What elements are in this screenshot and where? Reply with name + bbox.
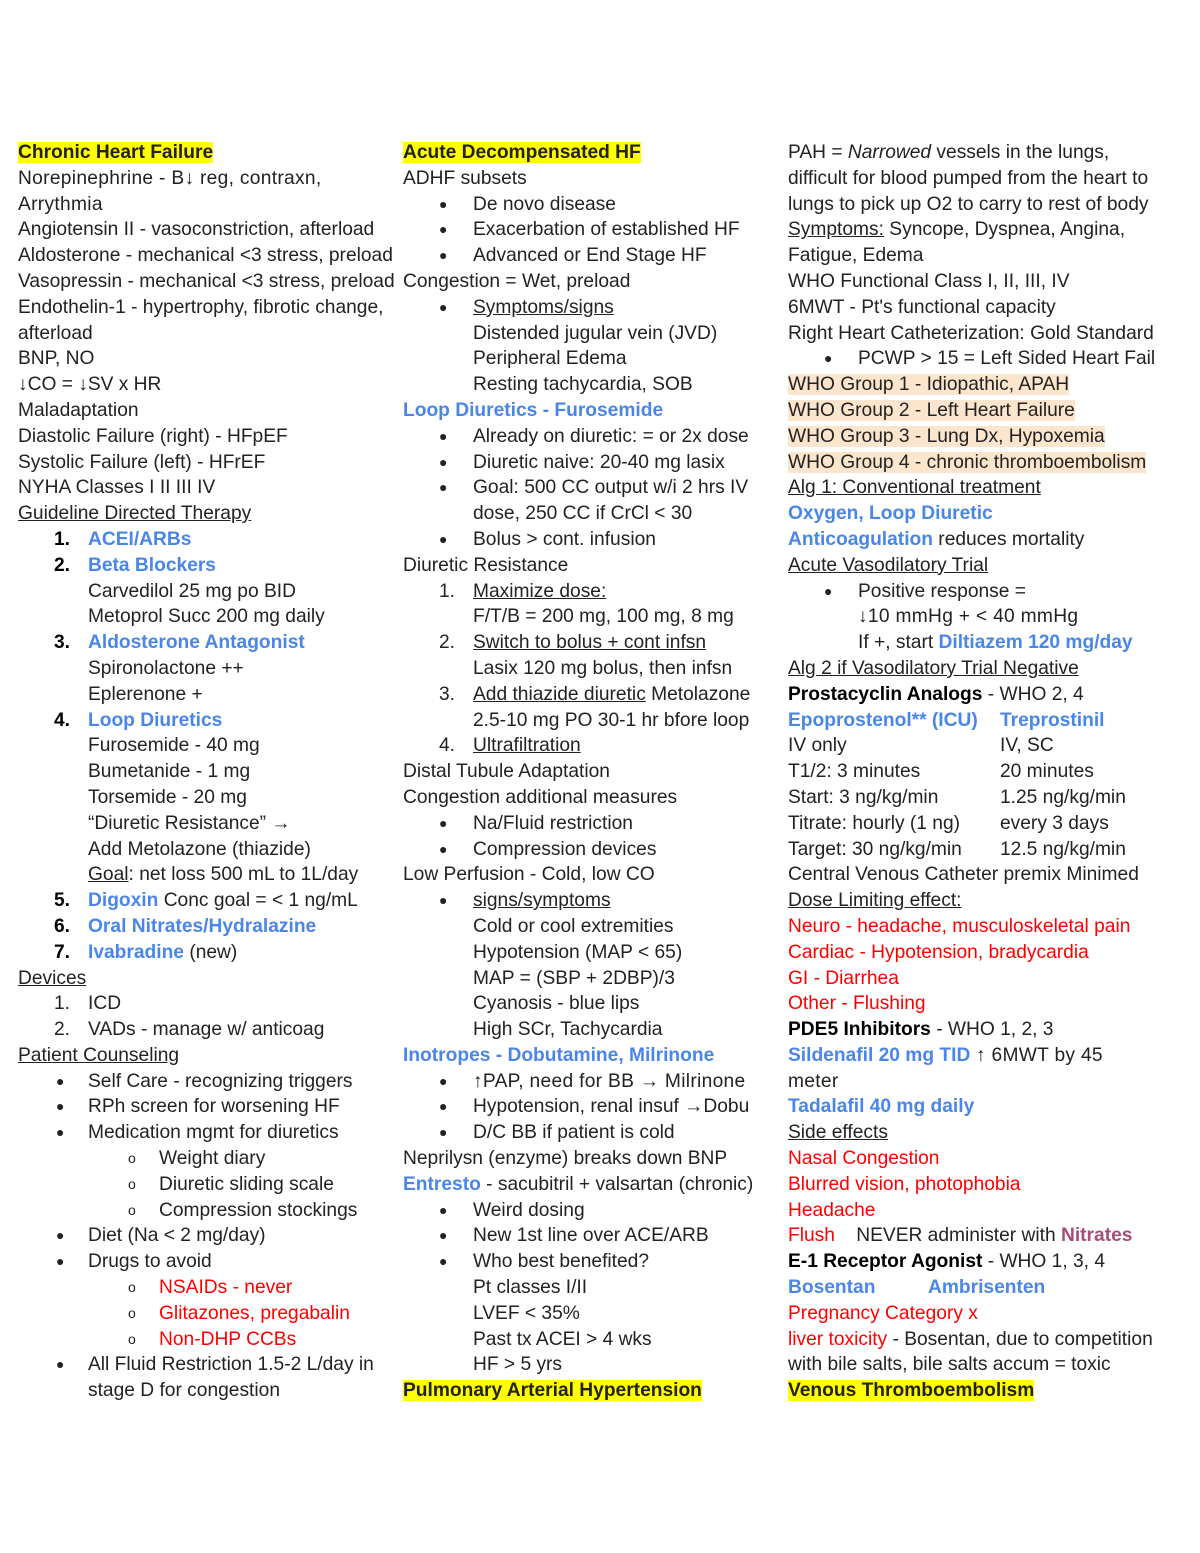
warning-text: GI - Diarrhea — [788, 967, 899, 989]
text-line: ↑ 6MWT by 45 — [970, 1044, 1103, 1066]
text-line: NEVER administer with — [834, 1225, 1061, 1247]
bullet-icon: ● — [56, 1124, 65, 1141]
text-line: with bile salts, bile salts accum = toxic — [788, 1354, 1111, 1376]
who-group: WHO Group 1 - Idiopathic, APAH — [788, 374, 1070, 396]
list-item — [403, 243, 788, 269]
text-line: NYHA Classes I II III IV — [18, 477, 216, 499]
text-line: Advanced or End Stage HF — [473, 245, 707, 267]
list-item — [18, 553, 400, 579]
text-line: All Fluid Restriction 1.5-2 L/day in — [88, 1354, 374, 1376]
text-line: - WHO 1, 3, 4 — [982, 1251, 1106, 1273]
text-line: Weird dosing — [473, 1199, 585, 1221]
list-item — [18, 1198, 400, 1224]
bullet-icon: ● — [439, 479, 448, 496]
list-item — [403, 217, 788, 243]
warning-text: Glitazones, pregabalin — [159, 1302, 350, 1324]
text-line: HF > 5 yrs — [473, 1354, 563, 1376]
list-number: 7. — [53, 941, 70, 963]
list-item — [18, 708, 400, 734]
list-item — [403, 475, 788, 501]
text-line: RPh screen for worsening HF — [88, 1096, 340, 1118]
drug-line: Diltiazem 120 mg/day — [938, 632, 1133, 654]
bullet-icon: ● — [439, 1227, 448, 1244]
heading-alg1: Alg 1: Conventional treatment — [788, 477, 1041, 499]
text-line: New 1st line over ACE/ARB — [473, 1225, 709, 1247]
text-line: Maximize dose: — [473, 580, 607, 602]
list-number: 4. — [53, 709, 70, 731]
text-line: High SCr, Tachycardia — [473, 1019, 663, 1041]
text-line: Diuretic Resistance — [403, 554, 569, 576]
circle-bullet-icon: o — [128, 1330, 136, 1347]
text-line: Drugs to avoid — [88, 1251, 212, 1273]
heading-guideline-therapy: Guideline Directed Therapy — [18, 503, 252, 525]
text-line: ↓CO = ↓SV x HR — [18, 374, 162, 396]
list-item — [788, 579, 1188, 605]
text-line: Right Heart Catheterization: Gold Standard — [788, 322, 1154, 344]
text-line: 12.5 ng/kg/min — [1000, 838, 1126, 860]
bullet-icon: ● — [439, 427, 448, 444]
list-item — [18, 914, 400, 940]
text-line: Bumetanide - 1 mg — [88, 761, 251, 783]
text-line: Aldosterone - mechanical <3 stress, preload — [18, 245, 393, 267]
bullet-icon: ● — [56, 1253, 65, 1270]
warning-text: NSAIDs - never — [159, 1277, 293, 1299]
warning-text: Cardiac - Hypotension, bradycardia — [788, 941, 1089, 963]
text-line: If +, start — [858, 632, 939, 654]
list-item — [403, 1223, 788, 1249]
text-line: ICD — [88, 993, 122, 1015]
text-line: Titrate: hourly (1 ng) — [788, 812, 961, 834]
list-item — [403, 1069, 788, 1095]
text-line: Resting tachycardia, SOB — [473, 374, 693, 396]
warning-text: Non-DHP CCBs — [159, 1328, 297, 1350]
list-item — [18, 1094, 400, 1120]
list-number: 4. — [438, 735, 455, 757]
text-line: Who best benefited? — [473, 1251, 650, 1273]
text-line: Add thiazide diuretic — [473, 683, 646, 705]
list-item — [18, 991, 400, 1017]
text-line: Carvedilol 25 mg po BID — [88, 580, 296, 602]
text-line: Torsemide - 20 mg — [88, 786, 247, 808]
text-line: Angiotensin II - vasoconstriction, afterload — [18, 219, 375, 241]
text-line: IV, SC — [1000, 735, 1054, 757]
text-line: dose, 250 CC if CrCl < 30 — [473, 503, 693, 525]
text-line: 20 minutes — [1000, 761, 1094, 783]
bullet-icon: ● — [439, 892, 448, 909]
text-line: Diastolic Failure (right) - HFpEF — [18, 425, 288, 447]
bullet-icon: ● — [439, 453, 448, 470]
text-line: Conc goal = < 1 ng/mL — [158, 890, 358, 912]
text-line: lungs to pick up O2 to carry to rest of body — [788, 193, 1149, 215]
text-line: difficult for blood pumped from the heart to — [788, 167, 1149, 189]
text-line: Switch to bolus + cont infsn — [473, 632, 707, 654]
list-item — [18, 1352, 400, 1378]
drug-line: Sildenafil 20 mg TID — [788, 1044, 971, 1066]
who-group: WHO Group 4 - chronic thromboembolism — [788, 451, 1147, 473]
list-number: 5. — [53, 890, 70, 912]
text-line: Central Venous Catheter premix Minimed — [788, 864, 1139, 886]
warning-text: liver toxicity — [788, 1328, 888, 1350]
text-line: Eplerenone + — [88, 683, 203, 705]
text-line: Distended jugular vein (JVD) — [473, 322, 718, 344]
text-line: MAP = (SBP + 2DBP)/3 — [473, 967, 675, 989]
text-line: LVEF < 35% — [473, 1302, 580, 1324]
text-line: Distal Tubule Adaptation — [403, 761, 610, 783]
list-item — [403, 1198, 788, 1224]
circle-bullet-icon: o — [128, 1175, 136, 1192]
text-line: IV only — [788, 735, 847, 757]
list-number: 1. — [438, 580, 455, 602]
text-line: Bolus > cont. infusion — [473, 528, 656, 550]
list-item — [18, 1223, 400, 1249]
heading-side-effects: Side effects — [788, 1122, 888, 1144]
drug-line: Bosentan — [788, 1277, 876, 1299]
text-line: Medication mgmt for diuretics — [88, 1122, 339, 1144]
text-line: Furosemide - 40 mg — [88, 735, 260, 757]
text-line: signs/symptoms — [473, 890, 611, 912]
bullet-icon: ● — [56, 1072, 65, 1089]
text-line: Exacerbation of established HF — [473, 219, 740, 241]
list-item — [403, 1120, 788, 1146]
text-line: ↑PAP, need for BB → Milrinone — [473, 1070, 746, 1092]
text-line: Self Care - recognizing triggers — [88, 1070, 353, 1092]
drug-class: Prostacyclin Analogs — [788, 683, 983, 705]
text-line: Diet (Na < 2 mg/day) — [88, 1225, 266, 1247]
drug-line: Tadalafil 40 mg daily — [788, 1096, 975, 1118]
symptoms-label: Symptoms: — [788, 219, 884, 241]
list-item — [403, 837, 788, 863]
text-line: PCWP > 15 = Left Sided Heart Fail — [858, 348, 1156, 370]
text-line: : net loss 500 mL to 1L/day — [128, 864, 359, 886]
drug-class: E-1 Receptor Agonist — [788, 1251, 983, 1273]
bullet-icon: ● — [56, 1227, 65, 1244]
circle-bullet-icon: o — [128, 1150, 136, 1167]
text-line: Lasix 120 mg bolus, then infsn — [473, 657, 733, 679]
text-line: Congestion = Wet, preload — [403, 270, 631, 292]
text-line: Ultrafiltration — [473, 735, 581, 757]
list-item — [18, 1069, 400, 1095]
heading-alg2: Alg 2 if Vasodilatory Trial Negative — [788, 657, 1079, 679]
text-line: F/T/B = 200 mg, 100 mg, 8 mg — [473, 606, 734, 628]
text-line: T1/2: 3 minutes — [788, 761, 921, 783]
text-line: Compression stockings — [159, 1199, 358, 1221]
bullet-icon: ● — [439, 195, 448, 212]
warning-text: Pregnancy Category x — [788, 1302, 978, 1324]
text-line: - WHO 1, 2, 3 — [930, 1019, 1054, 1041]
text-line: Goal: 500 CC output w/i 2 hrs IV — [473, 477, 749, 499]
bullet-icon: ● — [439, 1098, 448, 1115]
text-line: 1.25 ng/kg/min — [1000, 786, 1126, 808]
drug-line: Ambrisenten — [928, 1277, 1046, 1299]
text-line: - WHO 2, 4 — [982, 683, 1084, 705]
list-item — [18, 1120, 400, 1146]
list-item — [403, 192, 788, 218]
heading-inotropes: Inotropes - Dobutamine, Milrinone — [403, 1044, 715, 1066]
text-line: Symptoms/signs — [473, 296, 614, 318]
list-item — [18, 940, 400, 966]
drug-class: Beta Blockers — [88, 554, 216, 576]
drug-line: Treprostinil — [1000, 709, 1105, 731]
text-line: (new) — [183, 941, 238, 963]
warning-text: Other - Flushing — [788, 993, 926, 1015]
text-line: VADs - manage w/ anticoag — [88, 1019, 325, 1041]
list-item — [18, 1301, 400, 1327]
bullet-icon: ● — [824, 582, 833, 599]
list-item — [403, 1094, 788, 1120]
warning-text: Flush — [788, 1225, 835, 1247]
text-line: Cold or cool extremities — [473, 915, 674, 937]
drug-class: Oral Nitrates/Hydralazine — [88, 915, 317, 937]
heading-loop-diuretics: Loop Diuretics - Furosemide — [403, 399, 664, 421]
bullet-icon: ● — [439, 221, 448, 238]
text-line: Positive response = — [858, 580, 1026, 602]
heading-vasodilatory-trial: Acute Vasodilatory Trial — [788, 554, 989, 576]
list-item — [18, 1327, 400, 1353]
bullet-icon: ● — [439, 1124, 448, 1141]
text-line: Already on diuretic: = or 2x dose — [473, 425, 749, 447]
text-line: meter — [788, 1070, 839, 1092]
text-line: PAH = — [788, 142, 848, 163]
text-line: Maladaptation — [18, 399, 139, 421]
text-line: Narrowed — [847, 142, 932, 163]
text-line: Spironolactone ++ — [88, 657, 244, 679]
text-line: Endothelin-1 - hypertrophy, fibrotic change, — [18, 296, 384, 318]
section-title-adhf: Acute Decompensated HF — [403, 142, 641, 163]
text-line: Arrythmia — [18, 193, 103, 215]
text-line: WHO Functional Class I, II, III, IV — [788, 270, 1070, 292]
list-item — [18, 888, 400, 914]
list-item — [18, 1275, 400, 1301]
drug-class: ACEI/ARBs — [88, 528, 192, 550]
text-line: Congestion additional measures — [403, 786, 678, 808]
list-item — [18, 1017, 400, 1043]
list-item — [403, 888, 788, 914]
bullet-icon: ● — [439, 1253, 448, 1270]
text-line: “Diuretic Resistance” → — [88, 812, 291, 834]
list-item — [403, 733, 788, 759]
warning-text: Neuro - headache, musculoskeletal pain — [788, 915, 1131, 937]
text-line: vessels in the lungs, — [931, 142, 1110, 163]
list-item — [403, 1249, 788, 1275]
warning-text: Blurred vision, photophobia — [788, 1173, 1021, 1195]
text-line: Fatigue, Edema — [788, 245, 924, 267]
list-item — [403, 295, 788, 321]
text-line: Diuretic naive: 20-40 mg lasix — [473, 451, 725, 473]
text-line: Vasopressin - mechanical <3 stress, preload — [18, 270, 395, 292]
list-number: 2. — [53, 1019, 70, 1041]
text-line: Metoprol Succ 200 mg daily — [88, 606, 325, 628]
bullet-icon: ● — [439, 1201, 448, 1218]
text-line: Target: 30 ng/kg/min — [788, 838, 962, 860]
text-line: 2.5-10 mg PO 30-1 hr bfore loop — [473, 709, 750, 731]
text-line: ADHF subsets — [403, 167, 527, 189]
text-line: Start: 3 ng/kg/min — [788, 786, 939, 808]
drug-class: Aldosterone Antagonist — [88, 632, 305, 654]
who-group: WHO Group 3 - Lung Dx, Hypoxemia — [788, 425, 1105, 447]
text-line: Pt classes I/II — [473, 1277, 588, 1299]
bullet-icon: ● — [56, 1098, 65, 1115]
text-line: Metolazone — [645, 683, 751, 705]
text-line: afterload — [18, 322, 93, 344]
text-line: Cyanosis - blue lips — [473, 993, 640, 1015]
text-line: Hypotension (MAP < 65) — [473, 941, 683, 963]
column-acute-decompensated-hf — [403, 140, 788, 1404]
bullet-icon: ● — [439, 840, 448, 857]
bullet-icon: ● — [439, 247, 448, 264]
list-number: 1. — [53, 528, 70, 550]
list-item — [18, 1172, 400, 1198]
column-pah-details — [788, 140, 1188, 1404]
list-item — [18, 527, 400, 553]
goal-label: Goal — [88, 864, 129, 886]
bullet-icon: ● — [439, 298, 448, 315]
text-line: Compression devices — [473, 838, 657, 860]
heading-dose-limiting: Dose Limiting effect: — [788, 890, 962, 912]
heading-devices: Devices — [18, 967, 87, 989]
list-item — [403, 527, 788, 553]
circle-bullet-icon: o — [128, 1279, 136, 1296]
column-chronic-heart-failure — [18, 140, 400, 1404]
list-item — [18, 1146, 400, 1172]
text-line: Systolic Failure (left) - HFrEF — [18, 451, 266, 473]
warning-text: Nasal Congestion — [788, 1148, 940, 1170]
list-number: 2. — [438, 632, 455, 654]
drug-line: Oxygen, Loop Diuretic — [788, 503, 993, 525]
text-line: stage D for congestion — [88, 1380, 280, 1402]
drug-entresto: Entresto — [403, 1173, 481, 1195]
drug-line: Anticoagulation — [788, 528, 933, 550]
text-line: Weight diary — [159, 1148, 266, 1170]
list-item — [18, 630, 400, 656]
drug-line: Epoprostenol** (ICU) — [788, 709, 978, 731]
section-title-vte: Venous Thromboembolism — [788, 1380, 1035, 1402]
list-item — [403, 811, 788, 837]
text-line: Add Metolazone (thiazide) — [88, 838, 311, 860]
text-line: reduces mortality — [932, 528, 1085, 550]
list-item — [403, 424, 788, 450]
text-line: BNP, NO — [18, 348, 95, 370]
text-line: De novo disease — [473, 193, 616, 215]
drug-class: Loop Diuretics — [88, 709, 223, 731]
bullet-icon: ● — [439, 530, 448, 547]
text-line: Diuretic sliding scale — [159, 1173, 334, 1195]
list-number: 2. — [53, 554, 70, 576]
text-line: 6MWT - Pt's functional capacity — [788, 296, 1056, 318]
bullet-icon: ● — [439, 1072, 448, 1089]
text-line: ↓10 mmHg + < 40 mmHg — [858, 606, 1079, 628]
list-number: 1. — [53, 993, 70, 1015]
list-item — [403, 579, 788, 605]
list-item — [18, 1249, 400, 1275]
list-number: 3. — [53, 632, 70, 654]
bullet-icon: ● — [56, 1356, 65, 1373]
text-line: Peripheral Edema — [473, 348, 627, 370]
text-line: Past tx ACEI > 4 wks — [473, 1328, 652, 1350]
text-line: Syncope, Dyspnea, Angina, — [883, 219, 1126, 241]
text-line: Neprilysn (enzyme) breaks down BNP — [403, 1148, 728, 1170]
text-line: D/C BB if patient is cold — [473, 1122, 675, 1144]
text-line: Low Perfusion - Cold, low CO — [403, 864, 655, 886]
text-line: Norepinephrine - B↓ reg, contraxn, — [18, 167, 322, 189]
text-line: - Bosentan, due to competition — [887, 1328, 1153, 1350]
bullet-icon: ● — [439, 814, 448, 831]
list-number: 6. — [53, 915, 70, 937]
text-line: - sacubitril + valsartan (chronic) — [480, 1173, 754, 1195]
heading-patient-counseling: Patient Counseling — [18, 1044, 180, 1066]
section-title-pah: Pulmonary Arterial Hypertension — [403, 1380, 702, 1402]
drug-class: PDE5 Inhibitors — [788, 1019, 931, 1041]
drug-class: Ivabradine — [88, 941, 184, 963]
text-line: Hypotension, renal insuf →Dobu — [473, 1096, 750, 1118]
drug-nitrates: Nitrates — [1060, 1225, 1133, 1247]
who-group: WHO Group 2 - Left Heart Failure — [788, 399, 1075, 421]
list-item — [403, 450, 788, 476]
warning-text: Headache — [788, 1199, 876, 1221]
list-item — [403, 682, 788, 708]
bullet-icon: ● — [824, 350, 833, 367]
circle-bullet-icon: o — [128, 1304, 136, 1321]
list-item — [403, 630, 788, 656]
section-title-chronic-hf: Chronic Heart Failure — [18, 142, 214, 163]
list-number: 3. — [438, 683, 455, 705]
list-item — [788, 346, 1188, 372]
drug-class: Digoxin — [88, 890, 159, 912]
circle-bullet-icon: o — [128, 1201, 136, 1218]
text-line: every 3 days — [1000, 812, 1109, 834]
text-line: Na/Fluid restriction — [473, 812, 633, 834]
